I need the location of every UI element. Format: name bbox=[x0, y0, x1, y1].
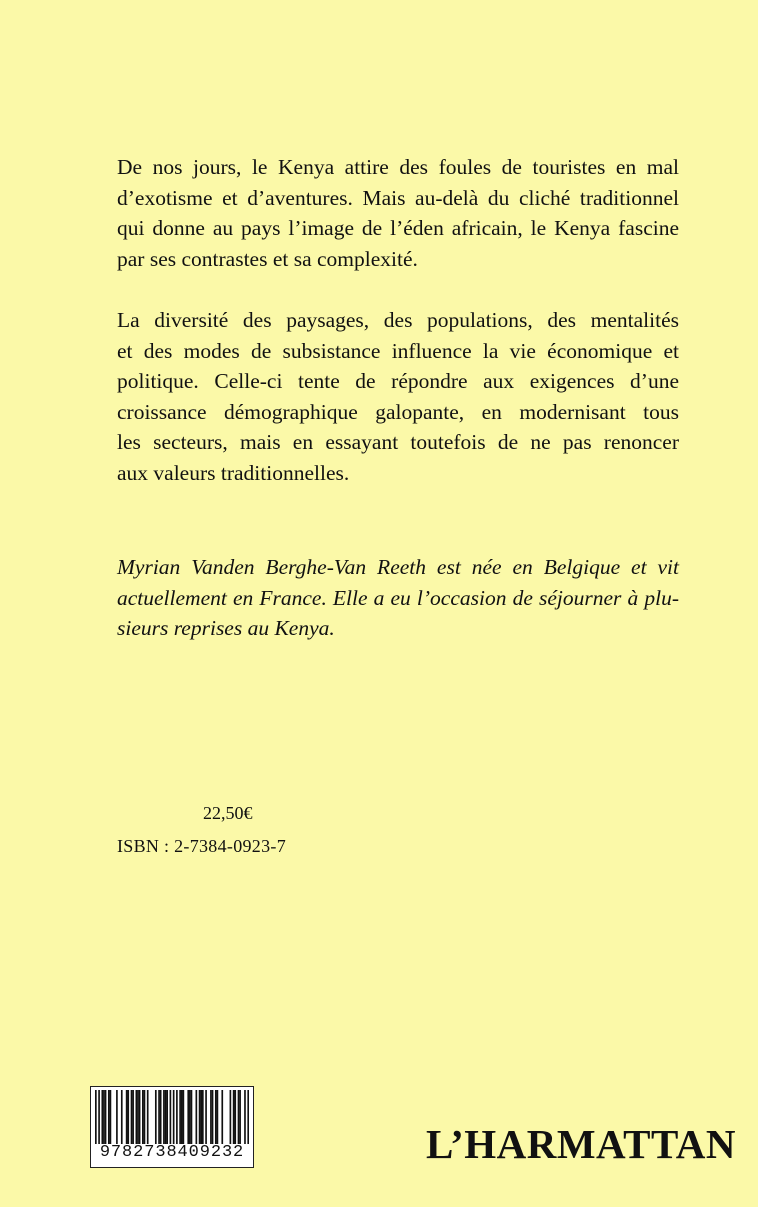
barcode-bars bbox=[95, 1090, 249, 1144]
barcode-bar bbox=[210, 1090, 212, 1144]
barcode-bar bbox=[205, 1090, 207, 1144]
barcode-bar bbox=[139, 1090, 141, 1144]
barcode-bar bbox=[239, 1090, 241, 1144]
barcode-bar bbox=[179, 1090, 181, 1144]
barcode-bar bbox=[98, 1090, 100, 1144]
text-line: qui donne au pays l’image de l’éden africain, le Kenya fascine bbox=[117, 216, 679, 240]
barcode-bar bbox=[196, 1090, 198, 1144]
barcode-bar bbox=[215, 1090, 217, 1144]
description-paragraph-2 bbox=[117, 305, 679, 488]
barcode-bar bbox=[142, 1090, 144, 1144]
barcode-bar bbox=[127, 1090, 129, 1144]
barcode-bar bbox=[238, 1090, 240, 1144]
barcode-bar bbox=[247, 1090, 249, 1144]
barcode-bar bbox=[95, 1090, 97, 1144]
text-line: croissance démographique galopante, en modernisant tous bbox=[117, 399, 679, 424]
barcode-bar bbox=[173, 1090, 175, 1144]
barcode-bar bbox=[212, 1090, 214, 1144]
barcode-bar bbox=[176, 1090, 178, 1144]
barcode-bar bbox=[170, 1090, 172, 1144]
barcode-bar bbox=[147, 1090, 149, 1144]
text-line: sieurs reprises au Kenya. bbox=[117, 616, 335, 640]
barcode-bar bbox=[158, 1090, 160, 1144]
barcode-bar bbox=[131, 1090, 133, 1144]
barcode-bar bbox=[121, 1090, 123, 1144]
barcode-bar bbox=[200, 1090, 202, 1144]
barcode-bar bbox=[199, 1090, 201, 1144]
text-line: actuellement en France. Elle a eu l’occasion de séjourner à plu- bbox=[117, 585, 679, 610]
barcode-bar bbox=[105, 1090, 107, 1144]
barcode-bar bbox=[126, 1090, 128, 1144]
barcode-bar bbox=[166, 1090, 168, 1144]
barcode-bar bbox=[103, 1090, 105, 1144]
price: 22,50€ bbox=[203, 803, 253, 823]
barcode-bar bbox=[155, 1090, 157, 1144]
barcode-bar bbox=[160, 1090, 162, 1144]
barcode-bar bbox=[163, 1090, 165, 1144]
barcode-bar bbox=[101, 1090, 103, 1144]
barcode-bar bbox=[132, 1090, 134, 1144]
barcode-bar bbox=[116, 1090, 118, 1144]
text-line: d’exotisme et d’aventures. Mais au-delà du cliché traditionnel bbox=[117, 185, 679, 210]
barcode-bar bbox=[217, 1090, 219, 1144]
barcode-bar bbox=[202, 1090, 204, 1144]
description-paragraph-1 bbox=[117, 152, 679, 274]
barcode-bar bbox=[221, 1090, 223, 1144]
barcode-bar bbox=[234, 1090, 236, 1144]
barcode-number: 9782738409232 bbox=[99, 1143, 245, 1162]
text-line: les secteurs, mais en essayant toutefois de ne pas renoncer bbox=[117, 430, 679, 454]
isbn: ISBN : 2-7384-0923-7 bbox=[117, 836, 286, 856]
barcode bbox=[90, 1086, 254, 1168]
barcode-bar bbox=[189, 1090, 191, 1144]
text-line: aux valeurs traditionnelles. bbox=[117, 460, 350, 485]
barcode-bar bbox=[230, 1090, 232, 1144]
barcode-bar bbox=[136, 1090, 138, 1144]
author-bio bbox=[117, 552, 679, 644]
barcode-bar bbox=[110, 1090, 112, 1144]
barcode-bar bbox=[137, 1090, 139, 1144]
text-line: par ses contrastes et sa complexité. bbox=[117, 246, 418, 271]
barcode-bar bbox=[244, 1090, 246, 1144]
barcode-bar bbox=[191, 1090, 193, 1144]
publisher-logo: L’HARMATTAN bbox=[426, 1121, 736, 1167]
barcode-bar bbox=[181, 1090, 183, 1144]
barcode-bar bbox=[108, 1090, 110, 1144]
text-line: La diversité des paysages, des populations, des mentalités bbox=[117, 308, 679, 332]
text-line: De nos jours, le Kenya attire des foules de touristes en mal bbox=[117, 155, 679, 179]
barcode-bar bbox=[183, 1090, 185, 1144]
text-line: Myrian Vanden Berghe-Van Reeth est née en Belgique et vit bbox=[117, 555, 679, 579]
barcode-bar bbox=[165, 1090, 167, 1144]
barcode-bar bbox=[233, 1090, 235, 1144]
barcode-bar bbox=[187, 1090, 189, 1144]
barcode-bar bbox=[144, 1090, 146, 1144]
text-line: politique. Celle-ci tente de répondre aux exigences d’une bbox=[117, 369, 679, 393]
text-line: et des modes de subsistance influence la vie économique et bbox=[117, 338, 679, 363]
